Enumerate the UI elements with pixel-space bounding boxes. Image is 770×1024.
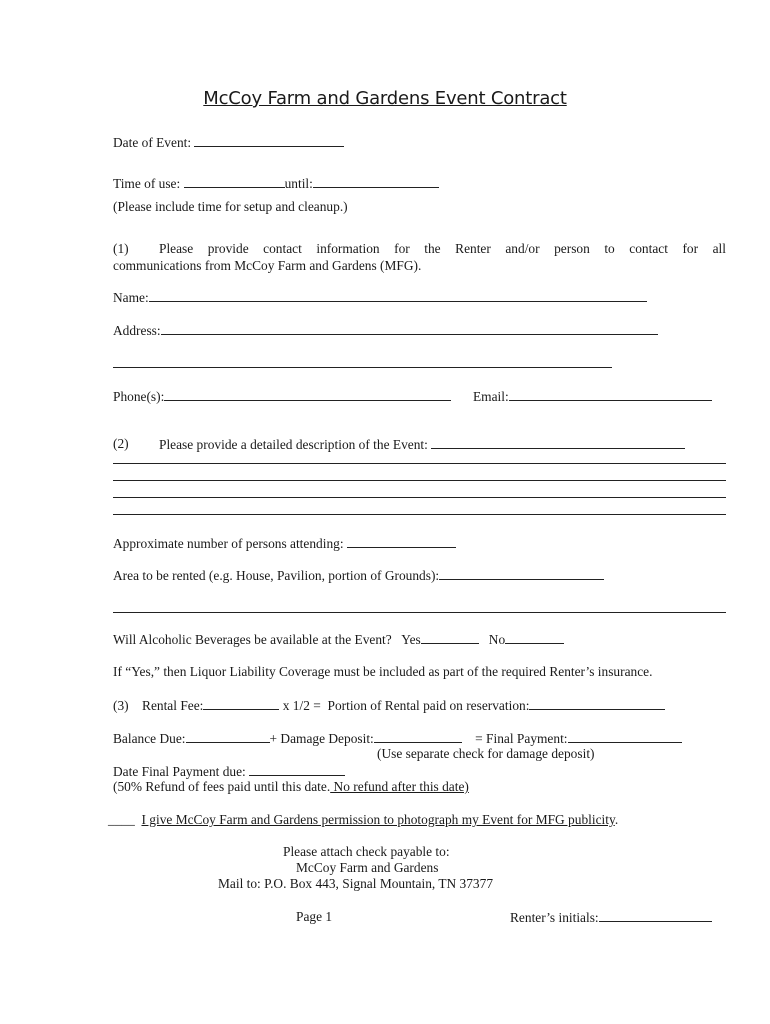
portion-label: Portion of Rental paid on reservation: xyxy=(327,698,530,713)
event-description-line4[interactable] xyxy=(113,497,726,498)
address-label: Address: xyxy=(113,323,161,338)
page-title: McCoy Farm and Gardens Event Contract xyxy=(203,88,567,109)
refund-end: No refund after this date) xyxy=(330,779,469,794)
phone-field[interactable] xyxy=(164,388,451,401)
separate-check-note: (Use separate check for damage deposit) xyxy=(377,746,595,761)
email-label: Email: xyxy=(473,389,509,404)
liquor-note: If “Yes,” then Liquor Liability Coverage must be included as part of the required Renter’s insurance. xyxy=(113,664,653,679)
initials-row xyxy=(510,909,712,926)
time-end-field[interactable] xyxy=(313,175,439,188)
section-1-line2: communications from McCoy Farm and Gardens (MFG). xyxy=(113,258,422,273)
section-2-row xyxy=(159,436,685,453)
area-label: Area to be rented (e.g. House, Pavilion, portion of Grounds): xyxy=(113,568,440,583)
persons-row xyxy=(113,535,456,552)
date-final-label: Date Final Payment due: xyxy=(113,764,246,779)
rental-fee-field[interactable] xyxy=(203,697,279,710)
address-row xyxy=(113,322,658,339)
event-description-field[interactable] xyxy=(431,436,685,449)
damage-deposit-field[interactable] xyxy=(374,730,462,743)
refund-start: (50% Refund of fees paid until this date. xyxy=(113,779,331,794)
balance-row xyxy=(113,730,682,747)
phone-label: Phone(s): xyxy=(113,389,165,404)
section-2-number: (2) xyxy=(113,436,129,451)
section-3-row xyxy=(113,697,665,714)
alcohol-no-field[interactable] xyxy=(505,631,564,644)
refund-note xyxy=(113,779,469,795)
alcohol-no-label: No xyxy=(488,632,506,647)
final-payment-label: = Final Payment: xyxy=(475,731,568,746)
date-final-field[interactable] xyxy=(249,763,345,776)
time-note: (Please include time for setup and cleanup.) xyxy=(113,199,348,214)
section-2-label: Please provide a detailed description of the Event: xyxy=(159,437,428,452)
photo-permission-text: I give McCoy Farm and Gardens permission to photograph my Event for MFG publicity xyxy=(141,812,615,827)
phone-row xyxy=(113,388,451,405)
address-field-line2[interactable] xyxy=(113,367,612,368)
attach-line3: Mail to: P.O. Box 443, Signal Mountain, TN 37377 xyxy=(218,876,494,891)
photo-permission-row xyxy=(108,812,618,828)
balance-due-field[interactable] xyxy=(186,730,270,743)
time-of-use-label: Time of use: xyxy=(113,176,181,191)
photo-permission-period: . xyxy=(614,812,619,827)
attach-line2: McCoy Farm and Gardens xyxy=(296,860,439,875)
initials-label: Renter’s initials: xyxy=(510,910,599,925)
attach-line1: Please attach check payable to: xyxy=(283,844,450,859)
final-payment-field[interactable] xyxy=(568,730,682,743)
name-label: Name: xyxy=(113,290,149,305)
alcohol-yes-field[interactable] xyxy=(421,631,479,644)
section-3-number: (3) xyxy=(113,698,129,713)
date-final-row xyxy=(113,763,345,780)
email-row xyxy=(473,388,712,405)
damage-deposit-label: Damage Deposit: xyxy=(280,731,374,746)
address-field[interactable] xyxy=(161,322,658,335)
plus-sign: + xyxy=(269,731,278,746)
initials-field[interactable] xyxy=(599,909,712,922)
time-of-use-row xyxy=(113,175,439,192)
alcohol-row xyxy=(113,631,564,648)
name-field[interactable] xyxy=(149,289,647,302)
page-number: Page 1 xyxy=(296,909,333,924)
area-field-line2[interactable] xyxy=(113,612,726,613)
half-label: x 1/2 = xyxy=(282,698,321,713)
area-field[interactable] xyxy=(439,567,604,580)
rental-fee-label: Rental Fee: xyxy=(142,698,204,713)
until-label: until: xyxy=(284,176,313,191)
photo-permission-checkbox[interactable]: ____ xyxy=(108,812,135,827)
date-of-event-row xyxy=(113,134,344,151)
alcohol-yes-label: Yes xyxy=(401,632,421,647)
event-description-line2[interactable] xyxy=(113,463,726,464)
date-of-event-field[interactable] xyxy=(194,134,344,147)
email-field[interactable] xyxy=(509,388,712,401)
section-1-line1: Please provide contact information for the Renter and/or person to contact for all xyxy=(159,241,726,256)
persons-field[interactable] xyxy=(347,535,456,548)
persons-label: Approximate number of persons attending: xyxy=(113,536,344,551)
balance-due-label: Balance Due: xyxy=(113,731,186,746)
area-row xyxy=(113,567,604,584)
section-1-number: (1) xyxy=(113,241,129,256)
event-description-line5[interactable] xyxy=(113,514,726,515)
time-start-field[interactable] xyxy=(184,175,285,188)
name-row xyxy=(113,289,647,306)
date-of-event-label: Date of Event: xyxy=(113,135,192,150)
portion-field[interactable] xyxy=(529,697,665,710)
alcohol-question: Will Alcoholic Beverages be available at the Event? xyxy=(113,632,392,647)
event-description-line3[interactable] xyxy=(113,480,726,481)
